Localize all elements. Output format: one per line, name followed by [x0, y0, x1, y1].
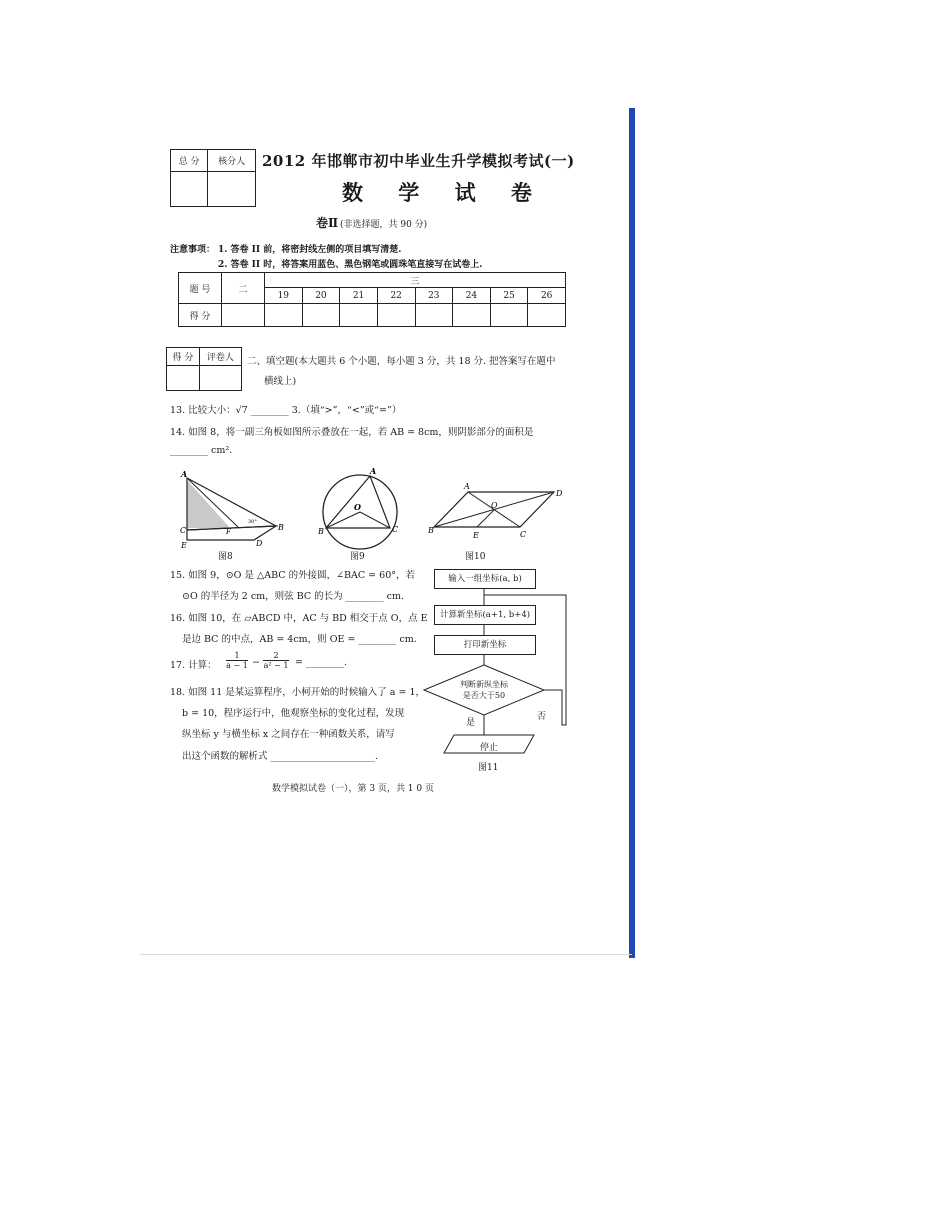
part-three-header: 三: [265, 273, 566, 288]
total-score-label: 总 分: [171, 150, 208, 172]
label-e: E: [473, 531, 479, 540]
label-b: B: [318, 527, 324, 536]
part2-score-cell[interactable]: [167, 366, 200, 391]
checker-cell[interactable]: [208, 172, 256, 207]
question-13: 13. 比较大小：√7 ________ 3.（填“>”，“<”或“=”）: [170, 405, 402, 416]
column-number: 22: [377, 288, 415, 304]
shaded-region: [187, 480, 230, 528]
column-number: 21: [340, 288, 378, 304]
q17-fraction-2: [263, 651, 289, 670]
column-number: 24: [453, 288, 491, 304]
label-b: B: [428, 526, 434, 535]
score-cell[interactable]: [453, 304, 491, 327]
flow-print-box: 打印新坐标: [434, 635, 536, 655]
decision-line-2: 是否大于50: [462, 691, 506, 700]
part2-heading: 二、填空题(本大题共 6 个小题，每小题 3 分，共 18 分. 把答案写在题中: [247, 356, 556, 367]
label-f: F: [226, 528, 231, 536]
q17-suffix: = ________.: [295, 657, 347, 668]
question-14-line1: 14. 如图 8，将一副三角板如图所示叠放在一起，若 AB = 8cm，则阴影部分的面积是: [170, 427, 534, 438]
figure-9: [318, 466, 408, 560]
note-1: 1. 答卷 II 前，将密封线左侧的项目填写清楚.: [218, 245, 402, 255]
score-cell[interactable]: [415, 304, 453, 327]
flow-yes-label: 是: [466, 718, 476, 728]
label-d: D: [256, 539, 263, 548]
page-edge-bar: [629, 108, 635, 958]
notes-label: 注意事项：: [170, 245, 216, 255]
triangle-cde: [187, 526, 276, 540]
question-14-line2: ________ cm².: [170, 445, 233, 456]
label-c: C: [180, 526, 187, 535]
exam-title: 2012 年邯郸市初中毕业生升学模拟考试(一): [262, 152, 575, 170]
figure-8: [178, 470, 288, 560]
part2-heading-cont: 横线上): [264, 376, 297, 387]
column-number: 23: [415, 288, 453, 304]
column-number: 25: [490, 288, 528, 304]
label-o: O: [491, 501, 498, 510]
checker-label: 核分人: [208, 150, 256, 172]
question-17-prefix: 17. 计算：: [170, 660, 217, 671]
figure-10: [428, 483, 568, 543]
note-2: 2. 答卷 II 时，将答案用蓝色、黑色钢笔或圆珠笔直接写在试卷上.: [218, 260, 483, 270]
flow-input-box: 输入一组坐标(a, b): [434, 569, 536, 589]
flow-no-label: 否: [537, 712, 547, 722]
question-16-line1: 16. 如图 10，在 ▱ABCD 中，AC 与 BD 相交于点 O，点 E: [170, 613, 428, 624]
flow-stop-label: 停止: [480, 743, 499, 753]
figure-11-connectors: [424, 565, 584, 765]
figure-9-caption: 图9: [350, 552, 365, 562]
question-18-line3: 纵坐标 y 与横坐标 x 之间存在一种函数关系，请写: [182, 729, 395, 740]
score-cell[interactable]: [340, 304, 378, 327]
radius-ob: [326, 512, 360, 528]
figure-10-caption: 图10: [465, 552, 486, 562]
question-18-line2: b = 10，程序运行中，他观察坐标的变化过程，发现: [182, 708, 405, 719]
decision-line-1: 判断新纵坐标: [460, 680, 508, 689]
total-score-box: [170, 149, 256, 207]
label-a: A: [464, 482, 470, 491]
label-a: A: [370, 466, 377, 476]
q17-frac2-numerator: 2: [273, 651, 279, 660]
part-two-header: 二: [222, 273, 265, 304]
question-18-line1: 18. 如图 11 是某运算程序，小柯开始的时候输入了 a = 1，: [170, 687, 425, 698]
part2-grader-box: [166, 347, 242, 391]
label-e: E: [181, 541, 187, 550]
label-d: D: [556, 489, 563, 498]
label-b: B: [278, 523, 284, 532]
row-label-score: 得 分: [179, 304, 222, 327]
score-cell-part2[interactable]: [222, 304, 265, 327]
score-table: [178, 272, 566, 327]
page-bottom-divider: [140, 954, 632, 955]
question-18-line4: 出这个函数的解析式 ______________________.: [182, 751, 379, 762]
figure-11-caption: 图11: [478, 763, 499, 773]
q17-minus: −: [252, 657, 260, 668]
question-15-line1: 15. 如图 9，⊙O 是 △ABC 的外接圆，∠BAC = 60°，若: [170, 570, 416, 581]
flow-decision-text: [452, 679, 516, 701]
q17-frac1-denominator: a − 1: [226, 661, 248, 670]
score-cell[interactable]: [302, 304, 340, 327]
radius-oc: [360, 512, 390, 528]
part2-grader-label: 评卷人: [199, 348, 241, 366]
column-number: 26: [528, 288, 566, 304]
label-c: C: [392, 525, 399, 534]
section-title: 卷Ⅱ: [316, 216, 339, 230]
subject-title: 数 学 试 卷: [342, 180, 546, 205]
part2-grader-cell[interactable]: [199, 366, 241, 391]
section-subtitle: (非选择题，共 90 分): [340, 220, 428, 230]
column-number: 19: [265, 288, 303, 304]
score-cell[interactable]: [377, 304, 415, 327]
flow-compute-box: 计算新坐标(a+1, b+4): [434, 605, 536, 625]
figure-8-caption: 图8: [218, 552, 233, 562]
score-cell[interactable]: [528, 304, 566, 327]
q17-fraction-1: [226, 651, 248, 670]
segment-oe: [477, 510, 494, 527]
page-footer: 数学模拟试卷（一），第 3 页，共 1 0 页: [272, 784, 434, 794]
label-a: A: [181, 469, 188, 479]
label-angle: 30°: [248, 519, 257, 525]
total-score-cell[interactable]: [171, 172, 208, 207]
label-o: O: [354, 502, 361, 512]
q17-frac1-numerator: 1: [234, 651, 240, 660]
q17-frac2-denominator: a² − 1: [263, 661, 289, 670]
label-c: C: [520, 530, 527, 539]
row-label-question-no: 题 号: [179, 273, 222, 304]
column-number: 20: [302, 288, 340, 304]
score-cell[interactable]: [265, 304, 303, 327]
score-cell[interactable]: [490, 304, 528, 327]
part2-score-label: 得 分: [167, 348, 200, 366]
question-15-line2: ⊙O 的半径为 2 cm，则弦 BC 的长为 ________ cm.: [182, 591, 405, 602]
question-16-line2: 是边 BC 的中点，AB = 4cm，则 OE = ________ cm.: [182, 634, 417, 645]
